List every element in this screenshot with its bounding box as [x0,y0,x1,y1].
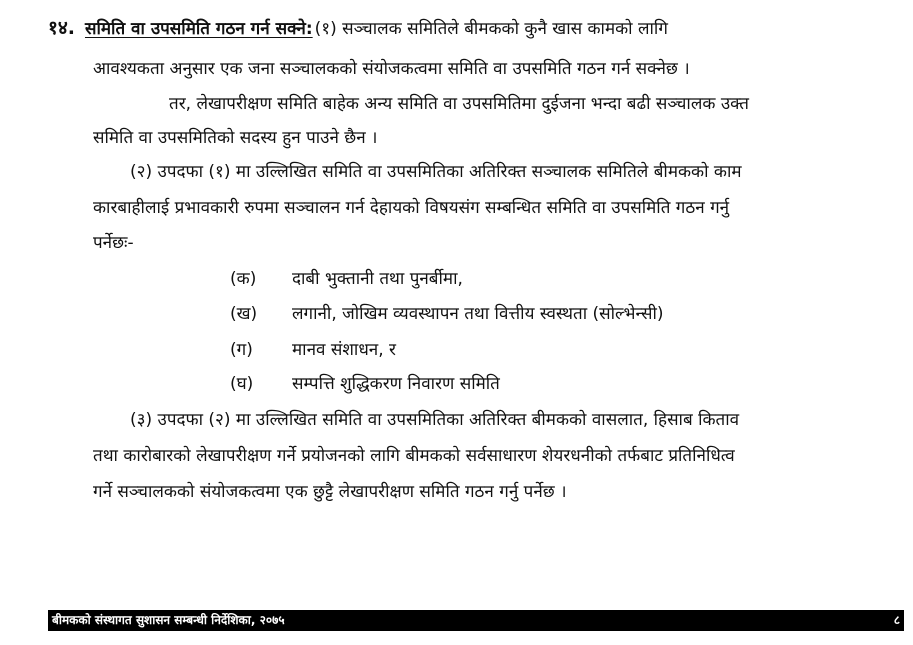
list-item-text: सम्पत्ति शुद्धिकरण निवारण समिति [292,374,500,394]
list-item-text: लगानी, जोखिम व्यवस्थापन तथा वित्तीय स्वस्थता (सोल्भेन्सी) [292,304,664,324]
list-item-label: (ग) [230,340,253,360]
section-heading-line [48,16,860,41]
section-line6: कारबाहीलाई प्रभावकारी रुपमा सञ्चालन गर्न देहायको विषयसंग सम्बन्धित समिति वा उपसमिति गठन गर्नु [93,198,730,218]
section-line7: पर्नेछः- [93,233,134,253]
list-item-text: मानव संशाधन, र [292,340,396,360]
section-line1-text: (१) सञ्चालक समितिले बीमकको कुनै खास कामको लागि [314,19,668,39]
list-item-label: (क) [230,269,257,289]
list-item [230,302,664,326]
list-item [230,267,463,291]
page-number: ८ [893,613,900,627]
footer-title: बीमकको संस्थागत सुशासन सम्बन्धी निर्देशिका, २०७५ [52,613,285,627]
section-line4: समिति वा उपसमितिको सदस्य हुन पाउने छैन । [93,128,378,148]
footer-bar [48,610,904,631]
section-title: समिति वा उपसमिति गठन गर्न सक्ने: [84,19,313,39]
section-line2: आवश्यकता अनुसार एक जना सञ्चालकको संयोजकत्वमा समिति वा उपसमिति गठन गर्न सक्नेछ । [93,59,690,79]
section-line5: (२) उपदफा (१) मा उल्लिखित समिति वा उपसमितिका अतिरिक्त सञ्चालक समितिले बीमकको काम [130,162,742,182]
para3-line3: गर्ने सञ्चालकको संयोजकत्वमा एक छुट्टै लेखापरीक्षण समिति गठन गर्नु पर्नेछ । [93,482,567,502]
section-line3: तर, लेखापरीक्षण समिति बाहेक अन्य समिति वा उपसमितिमा दुईजना भन्दा बढी सञ्चालक उक्त [169,94,749,114]
para3-line1: (३) उपदफा (२) मा उल्लिखित समिति वा उपसमितिका अतिरिक्त बीमकको वासलात, हिसाब किताव [130,410,740,430]
section-number: १४. [48,17,75,39]
list-item-label: (ख) [230,304,258,324]
para3-line2: तथा कारोबारको लेखापरीक्षण गर्ने प्रयोजनको लागि बीमकको सर्वसाधारण शेयरधनीको तर्फबाट प्रतिनिधित्व [93,446,735,466]
list-item-text: दाबी भुक्तानी तथा पुनर्बीमा, [292,269,463,289]
list-item [230,338,396,362]
list-item [230,372,500,396]
list-item-label: (घ) [230,374,254,394]
